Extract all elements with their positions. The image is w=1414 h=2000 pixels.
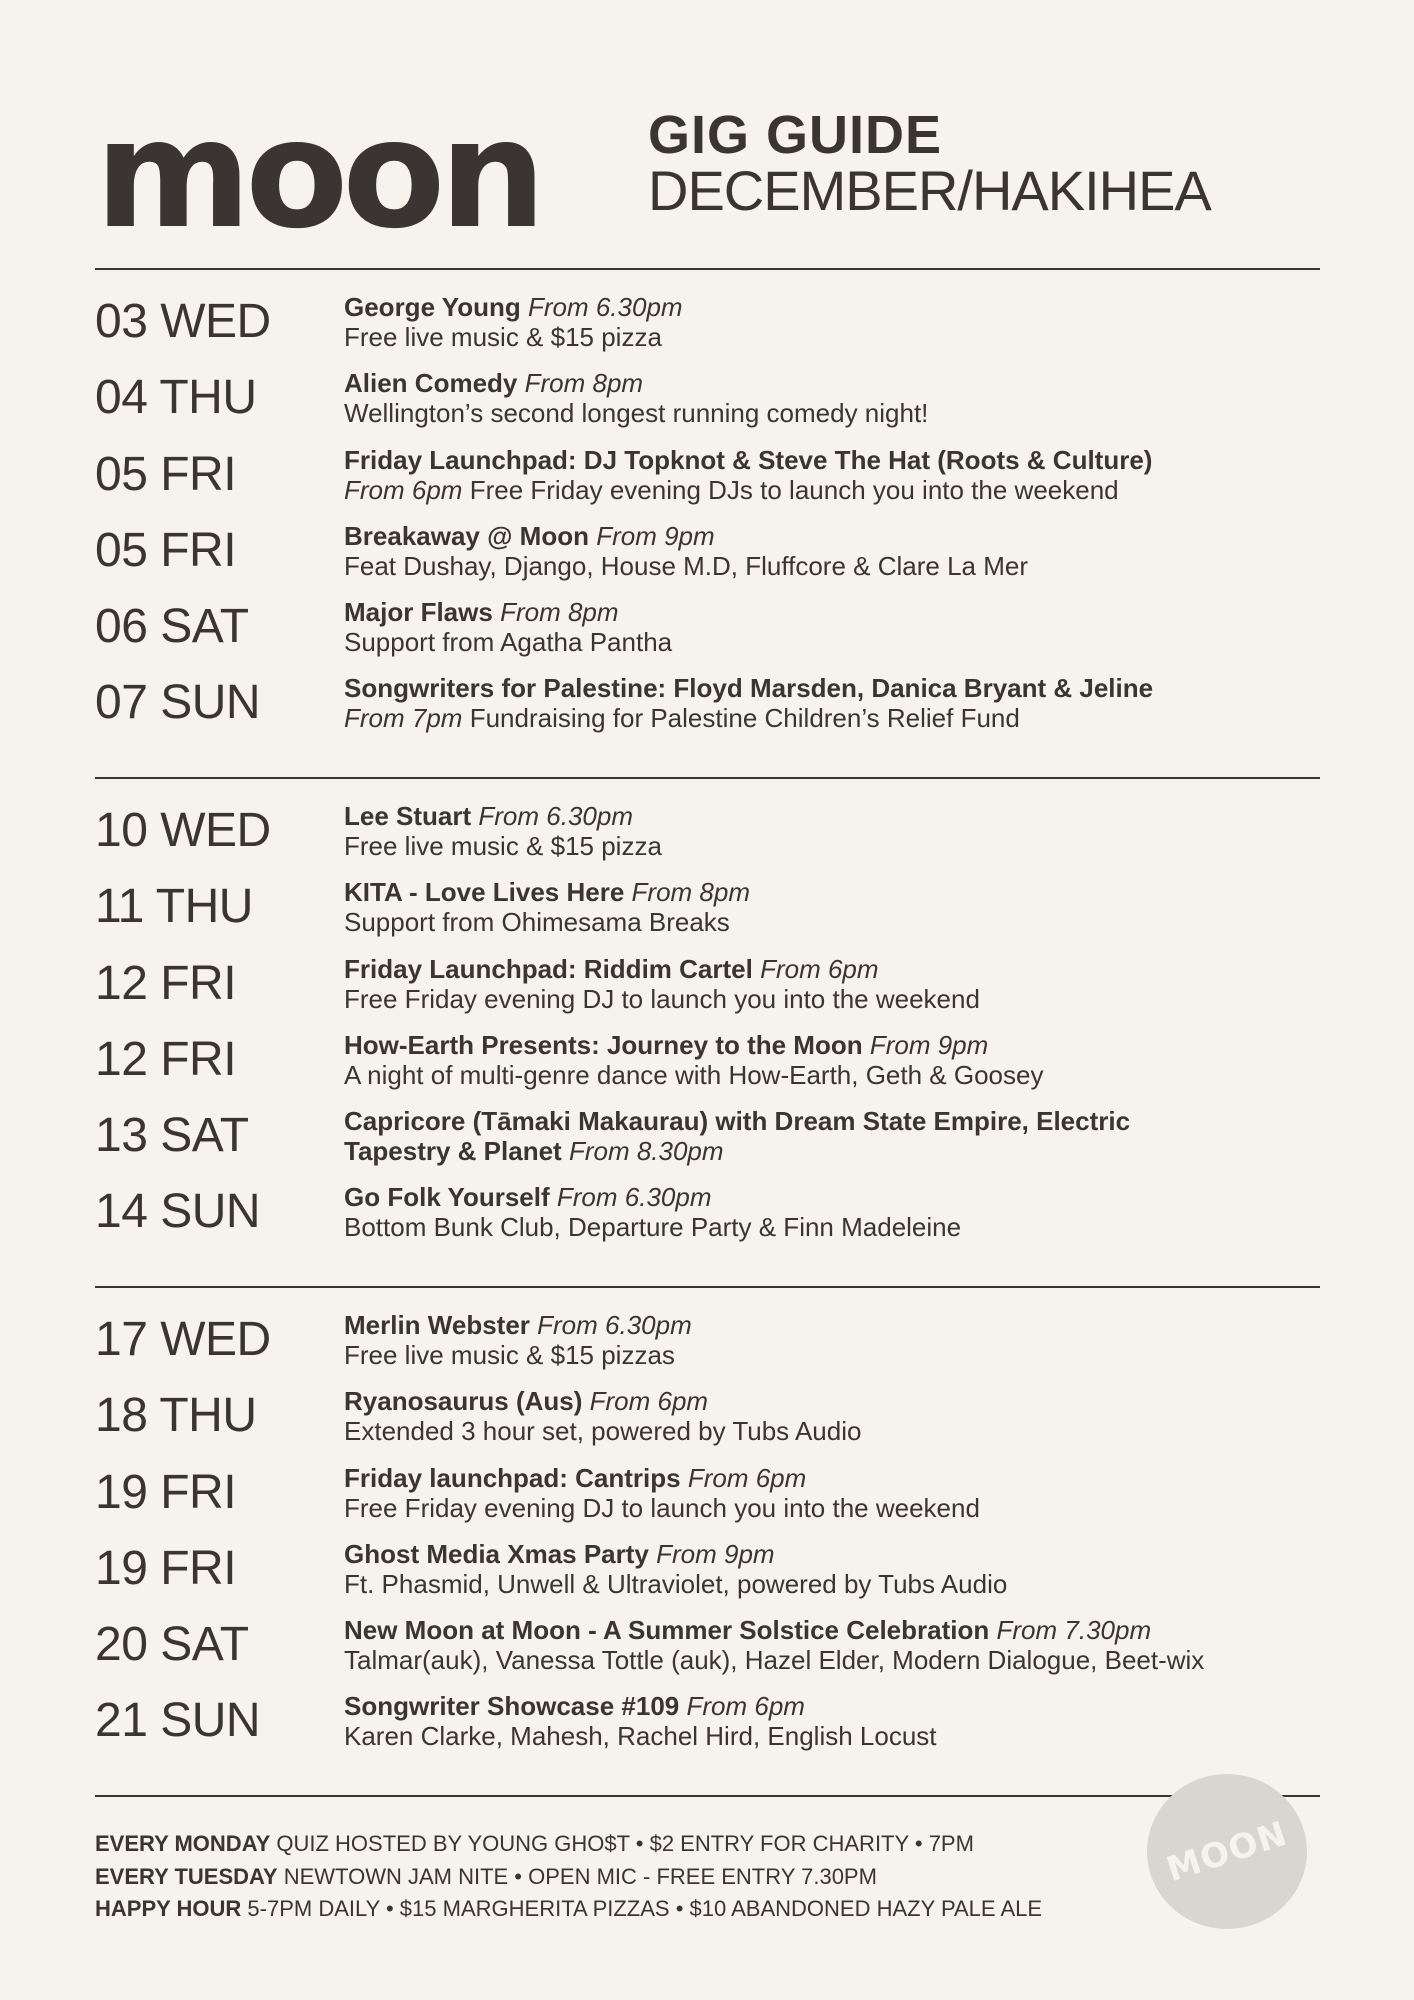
event-title: Songwriters for Palestine: Floyd Marsden, Danica Bryant & Jeline	[344, 673, 1154, 704]
event-date: 20 SAT	[95, 1618, 249, 1672]
event-description: Wellington’s second longest running comedy night!	[344, 398, 929, 429]
event-row	[95, 368, 1320, 444]
event-details	[344, 831, 1324, 861]
divider	[95, 268, 1320, 270]
event-description: A night of multi-genre dance with How-Earth, Geth & Goosey	[344, 1059, 1044, 1090]
event-time: From 9pm	[656, 1538, 775, 1569]
event-row	[95, 1030, 1320, 1106]
event-description: Fundraising for Palestine Children’s Relief Fund	[469, 703, 1020, 734]
event-title: George Young	[344, 292, 521, 322]
event-date: 19 FRI	[95, 1465, 237, 1519]
event-headline	[344, 445, 1324, 475]
event-time: From 6.30pm	[478, 801, 633, 831]
event-details	[344, 1416, 1324, 1446]
footer-notes	[95, 1828, 1042, 1926]
event-info	[344, 521, 1324, 581]
event-row	[95, 954, 1320, 1030]
event-title: Capricore (Tāmaki Makaurau) with Dream State Empire, Electric	[344, 1106, 1131, 1137]
event-headline	[344, 292, 1324, 322]
event-info	[344, 877, 1324, 937]
event-details	[344, 1212, 1324, 1242]
header	[95, 88, 1320, 262]
footer-monday: EVERY MONDAY QUIZ HOSTED BY YOUNG GHO$T • $2 ENTRY FOR CHARITY • 7PM	[95, 1831, 974, 1856]
event-row	[95, 801, 1320, 877]
event-date: 07 SUN	[95, 676, 261, 730]
divider	[95, 1286, 1320, 1288]
event-time: From 8.30pm	[568, 1136, 724, 1167]
event-date: 21 SUN	[95, 1694, 261, 1748]
divider	[95, 1795, 1320, 1797]
month-subheading: DECEMBER/HAKIHEA	[648, 159, 1211, 222]
event-description: Free live music & $15 pizza	[344, 831, 662, 861]
event-headline	[344, 801, 1324, 831]
event-title: Friday Launchpad: Riddim Cartel	[344, 953, 753, 984]
event-headline	[344, 877, 1324, 907]
week-section-3	[95, 1310, 1320, 1768]
week-section-2	[95, 801, 1320, 1259]
event-date: 11 THU	[95, 880, 253, 934]
event-details	[344, 907, 1324, 937]
event-time: From 6pm	[589, 1386, 709, 1417]
event-title: Friday Launchpad: DJ Topknot & Steve The Hat (Roots & Culture)	[344, 444, 1153, 475]
event-date: 17 WED	[95, 1313, 271, 1366]
event-details	[344, 703, 1324, 733]
event-info	[344, 1386, 1324, 1446]
event-time: From 6pm	[344, 474, 463, 505]
event-date: 18 THU	[95, 1389, 257, 1443]
event-details	[344, 1569, 1324, 1599]
event-description: Support from Agatha Pantha	[344, 627, 673, 658]
event-title: Alien Comedy	[344, 368, 518, 399]
event-title: KITA - Love Lives Here	[344, 877, 625, 908]
event-row	[95, 597, 1320, 673]
event-time: From 8pm	[631, 877, 751, 908]
event-date: 19 FRI	[95, 1541, 237, 1595]
event-info	[344, 1182, 1324, 1242]
event-row	[95, 1615, 1320, 1691]
divider	[95, 777, 1320, 779]
event-date: 12 FRI	[95, 956, 237, 1010]
event-time: From 6.30pm	[556, 1182, 712, 1213]
event-details	[344, 551, 1324, 581]
event-description: Talmar(auk), Vanessa Tottle (auk), Hazel Elder, Modern Dialogue, Beet-wix	[344, 1645, 1205, 1676]
event-info	[344, 292, 1324, 352]
event-details	[344, 984, 1324, 1014]
event-info	[344, 1030, 1324, 1090]
event-title: Major Flaws	[344, 597, 493, 628]
event-date: 03 WED	[95, 295, 271, 348]
event-details	[344, 1645, 1324, 1675]
event-row	[95, 877, 1320, 953]
event-time: From 6.30pm	[537, 1310, 692, 1340]
event-title: New Moon at Moon - A Summer Solstice Celebration	[344, 1615, 990, 1646]
event-title: Go Folk Yourself	[344, 1182, 550, 1213]
event-headline	[344, 1539, 1324, 1569]
event-date: 14 SUN	[95, 1185, 261, 1239]
event-row	[95, 1182, 1320, 1258]
event-time: From 9pm	[596, 520, 715, 551]
event-title: Ghost Media Xmas Party	[344, 1538, 649, 1569]
footer-happy-hour: HAPPY HOUR 5-7PM DAILY • $15 MARGHERITA PIZZAS • $10 ABANDONED HAZY PALE ALE	[95, 1896, 1043, 1921]
event-description: Extended 3 hour set, powered by Tubs Audio	[344, 1416, 862, 1447]
event-title: Merlin Webster	[344, 1310, 530, 1340]
event-time: From 8pm	[524, 368, 644, 399]
event-time: From 9pm	[869, 1029, 989, 1060]
event-headline	[344, 1615, 1324, 1645]
event-time: From 6.30pm	[527, 292, 683, 322]
event-description: Free Friday evening DJ to launch you into the weekend	[344, 983, 980, 1014]
event-date: 10 WED	[95, 804, 271, 857]
event-description: Free Friday evening DJs to launch you into the weekend	[469, 474, 1119, 505]
event-info	[344, 1463, 1324, 1523]
event-title-continued: Tapestry & Planet	[344, 1136, 562, 1167]
event-headline	[344, 521, 1324, 551]
event-headline	[344, 1182, 1324, 1212]
event-row	[95, 292, 1320, 368]
event-time: From 7pm	[344, 703, 463, 734]
event-title: Breakaway @ Moon	[344, 520, 589, 551]
event-description: Bottom Bunk Club, Departure Party & Finn Madeleine	[344, 1212, 962, 1243]
footer-tuesday: EVERY TUESDAY NEWTOWN JAM NITE • OPEN MIC - FREE ENTRY 7.30PM	[95, 1863, 877, 1889]
event-description: Karen Clarke, Mahesh, Rachel Hird, English Locust	[344, 1721, 937, 1752]
event-info	[344, 368, 1324, 428]
event-date: 05 FRI	[95, 523, 237, 577]
event-info	[344, 954, 1324, 1014]
event-headline	[344, 1691, 1324, 1721]
event-headline	[344, 597, 1324, 627]
event-date: 04 THU	[95, 371, 257, 425]
event-details	[344, 1340, 1324, 1370]
event-title: Songwriter Showcase #109	[344, 1691, 680, 1722]
event-details	[344, 1493, 1324, 1523]
event-headline	[344, 1386, 1324, 1416]
event-title: Ryanosaurus (Aus)	[344, 1386, 583, 1417]
event-title: How-Earth Presents: Journey to the Moon	[344, 1029, 863, 1060]
event-details	[344, 1136, 1324, 1166]
event-time: From 7.30pm	[996, 1615, 1152, 1646]
event-description: Free live music & $15 pizzas	[344, 1340, 675, 1370]
event-date: 13 SAT	[95, 1109, 249, 1163]
event-info	[344, 1691, 1324, 1751]
event-details	[344, 1060, 1324, 1090]
event-info	[344, 1310, 1324, 1370]
event-time: From 8pm	[500, 597, 619, 628]
event-row	[95, 1386, 1320, 1462]
event-date: 06 SAT	[95, 600, 249, 654]
event-headline	[344, 368, 1324, 398]
event-title: Friday launchpad: Cantrips	[344, 1462, 681, 1493]
event-row	[95, 673, 1320, 749]
event-info	[344, 445, 1324, 505]
event-date: 12 FRI	[95, 1032, 237, 1086]
event-headline	[344, 673, 1324, 703]
event-time: From 6pm	[760, 953, 879, 984]
event-date: 05 FRI	[95, 447, 237, 501]
event-info	[344, 1106, 1324, 1166]
event-description: Support from Ohimesama Breaks	[344, 907, 730, 938]
event-headline	[344, 1463, 1324, 1493]
event-description: Free Friday evening DJ to launch you into the weekend	[344, 1492, 980, 1523]
event-row	[95, 1310, 1320, 1386]
event-headline	[344, 1030, 1324, 1060]
event-description: Feat Dushay, Django, House M.D, Fluffcore & Clare La Mer	[344, 550, 1028, 581]
event-row	[95, 1463, 1320, 1539]
event-info	[344, 1615, 1324, 1675]
event-details	[344, 322, 1324, 352]
event-row	[95, 1691, 1320, 1767]
moon-badge-logo: MOON	[1147, 1774, 1307, 1929]
event-row	[95, 1106, 1320, 1182]
event-row	[95, 521, 1320, 597]
event-details	[344, 627, 1324, 657]
moon-logo: moon	[95, 88, 541, 262]
week-section-1	[95, 292, 1320, 750]
event-row	[95, 445, 1320, 521]
event-info	[344, 597, 1324, 657]
event-time: From 6pm	[687, 1462, 807, 1493]
event-details	[344, 398, 1324, 428]
event-headline	[344, 1310, 1324, 1340]
guide-title	[648, 105, 1211, 222]
gig-guide-heading: GIG GUIDE	[648, 105, 943, 165]
event-description: Free live music & $15 pizza	[344, 322, 662, 352]
event-details	[344, 475, 1324, 505]
event-time: From 6pm	[686, 1691, 805, 1722]
event-headline	[344, 1106, 1324, 1136]
event-title: Lee Stuart	[344, 801, 472, 831]
event-info	[344, 801, 1324, 861]
event-info	[344, 673, 1324, 733]
event-details	[344, 1721, 1324, 1751]
event-row	[95, 1539, 1320, 1615]
event-description: Ft. Phasmid, Unwell & Ultraviolet, powered by Tubs Audio	[344, 1568, 1008, 1599]
event-info	[344, 1539, 1324, 1599]
event-headline	[344, 954, 1324, 984]
